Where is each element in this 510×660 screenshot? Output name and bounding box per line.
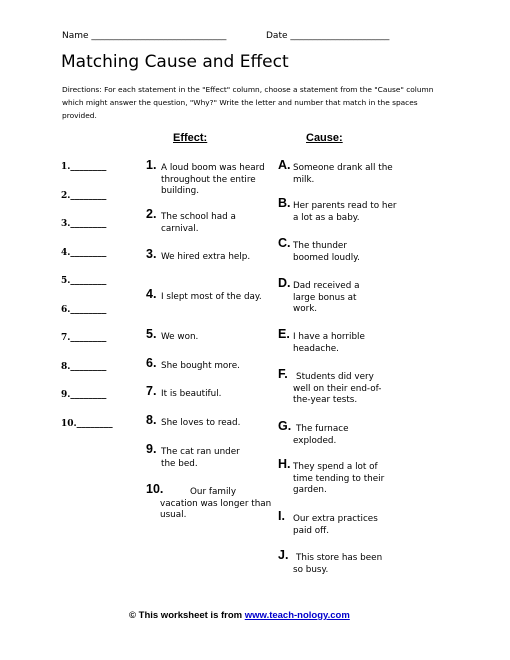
effect-text: I slept most of the day. — [161, 292, 262, 302]
cause-letter: I. — [278, 509, 285, 523]
cause-letter: A. — [278, 158, 291, 172]
cause-letter: F. — [278, 367, 288, 381]
footer-link[interactable]: www.teach-nology.com — [244, 610, 350, 621]
effect-text: She bought more. — [161, 361, 240, 371]
cause-text: Someone drank all the milk. — [293, 163, 393, 185]
cause-text: I have a horrible headache. — [293, 332, 365, 354]
cause-column-header: Cause: — [306, 132, 343, 144]
cause-text: The thunder boomed loudly. — [293, 241, 360, 263]
name-field[interactable]: Name ______________________________ — [62, 31, 227, 41]
cause-text: Dad received a large bonus at work. — [293, 281, 360, 314]
cause-letter: D. — [278, 276, 291, 290]
cause-letter: B. — [278, 196, 291, 210]
cause-letter: H. — [278, 457, 291, 471]
cause-text: They spend a lot of time tending to their garden. — [293, 462, 385, 495]
effect-number: 7. — [146, 384, 157, 398]
date-field[interactable]: Date ______________________ — [266, 31, 390, 41]
effect-number: 6. — [146, 356, 157, 370]
effect-text: The school had a carnival. — [161, 212, 236, 234]
answer-blank-8[interactable]: 8.________ — [61, 362, 107, 372]
footer-prefix: © This worksheet is from — [129, 610, 245, 621]
effect-text: It is beautiful. — [161, 389, 222, 399]
answer-blank-4[interactable]: 4.________ — [61, 248, 107, 258]
effect-text: We hired extra help. — [161, 252, 251, 262]
effect-number: 5. — [146, 327, 157, 341]
cause-letter: G. — [278, 419, 292, 433]
cause-text: Students did very well on their end-of-the-year tests. — [293, 372, 382, 405]
effect-number: 9. — [146, 442, 157, 456]
cause-letter: C. — [278, 236, 291, 250]
effect-number: 3. — [146, 247, 157, 261]
effect-column-header: Effect: — [173, 132, 208, 144]
answer-blank-6[interactable]: 6.________ — [61, 305, 107, 315]
effect-number: 4. — [146, 287, 157, 301]
cause-text: This store has been so busy. — [293, 553, 383, 575]
effect-text: A loud boom was heard throughout the entire building. — [161, 163, 265, 196]
answer-blank-7[interactable]: 7.________ — [61, 333, 107, 343]
directions: Directions: For each statement in the "Effect" column, choose a statement from the "Cause" column which might answer the question, "Why?" Write the letter and number that match in the spaces provided. — [62, 85, 434, 120]
cause-text: Her parents read to her a lot as a baby. — [293, 201, 397, 223]
answer-blank-2[interactable]: 2.________ — [61, 191, 107, 201]
cause-text: Our extra practices paid off. — [293, 514, 378, 536]
effect-number: 8. — [146, 413, 157, 427]
effect-text: The cat ran under the bed. — [161, 447, 240, 469]
effect-number: 10. — [146, 482, 164, 496]
footer-credit — [129, 610, 350, 621]
effect-text: She loves to read. — [161, 418, 241, 428]
answer-blank-5[interactable]: 5.________ — [61, 276, 107, 286]
cause-letter: E. — [278, 327, 290, 341]
answer-blank-9[interactable]: 9.________ — [61, 390, 107, 400]
effect-number: 2. — [146, 207, 157, 221]
effect-number: 1. — [146, 158, 157, 172]
answer-blank-3[interactable]: 3.________ — [61, 219, 107, 229]
answer-blank-10[interactable]: 10.________ — [61, 419, 113, 429]
effect-text: Our family vacation was longer than usual. — [160, 487, 272, 520]
cause-text: The furnace exploded. — [293, 424, 349, 446]
answer-blank-1[interactable]: 1.________ — [61, 162, 107, 172]
effect-text: We won. — [161, 332, 199, 342]
page-title: Matching Cause and Effect — [61, 52, 289, 72]
cause-letter: J. — [278, 548, 289, 562]
